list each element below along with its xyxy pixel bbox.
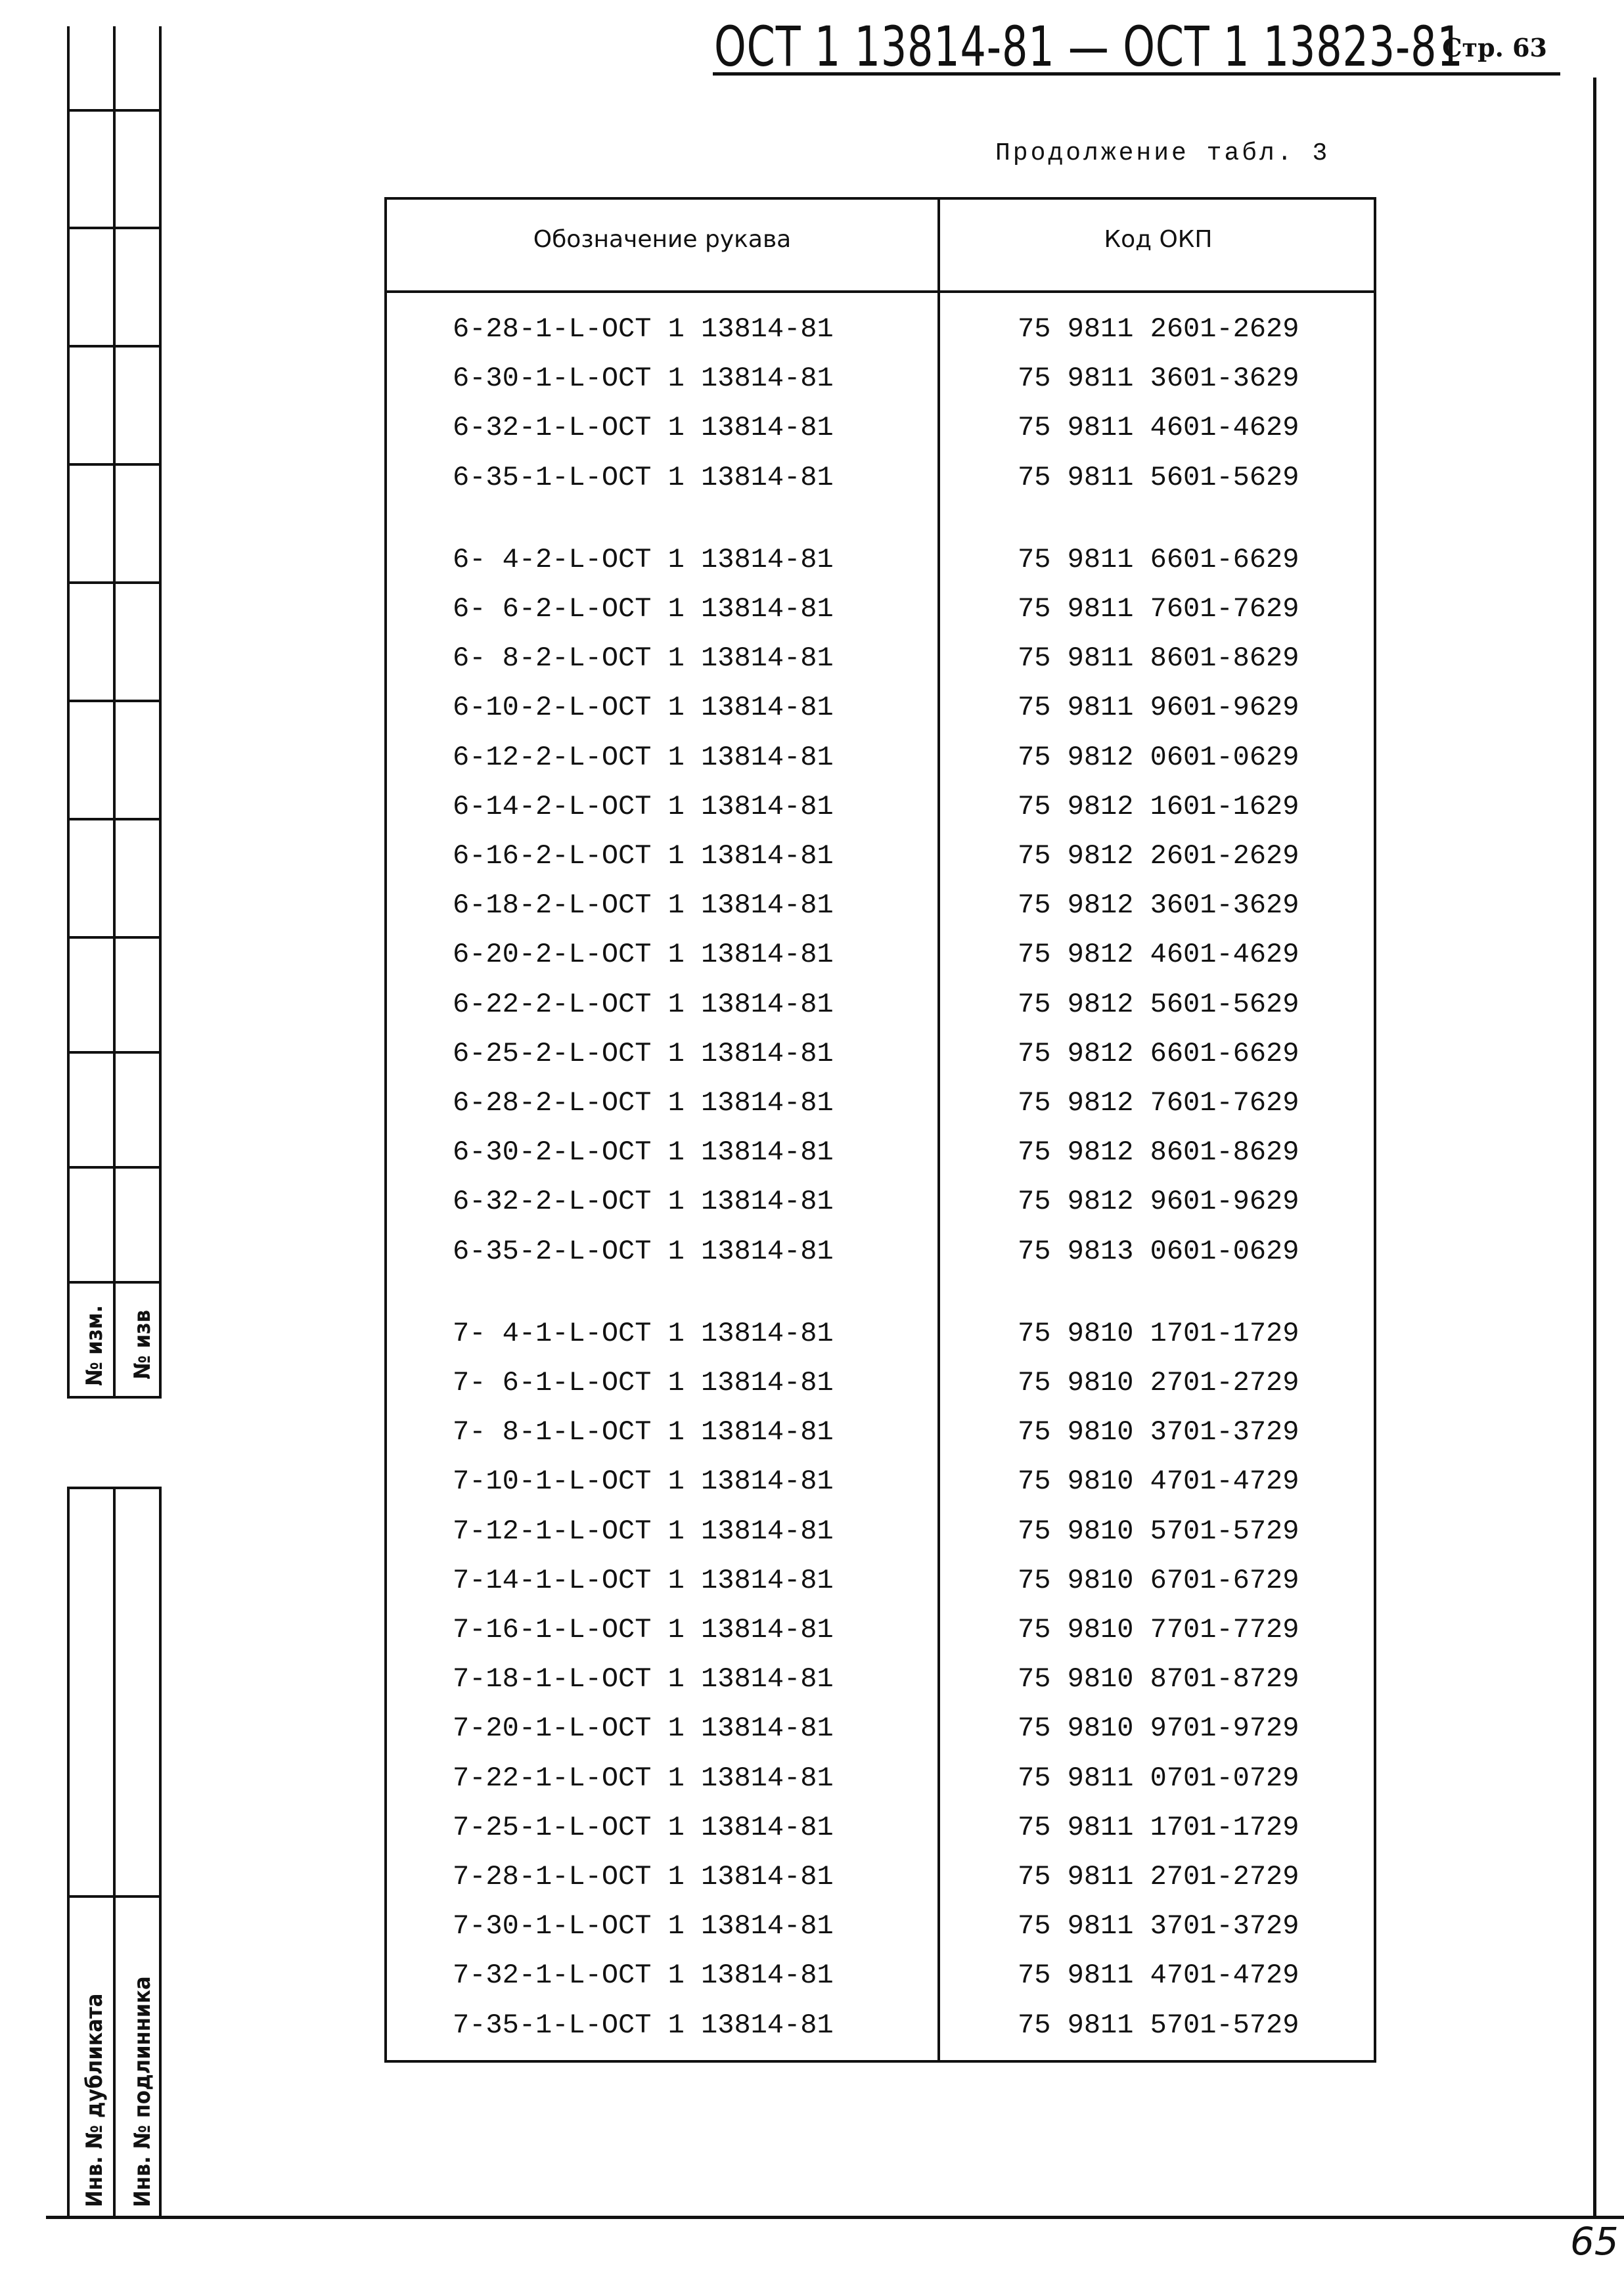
table-row [387, 1408, 1374, 1456]
hose-designation: 7-28-1-L-ОСТ 1 13814-81 [453, 1861, 834, 1893]
hose-designation: 6-14-2-L-ОСТ 1 13814-81 [453, 790, 834, 822]
table-row [387, 1358, 1374, 1407]
okp-code: 75 9810 7701-7729 [1018, 1614, 1299, 1646]
margin-stamp-strip [67, 0, 166, 2217]
okp-code: 75 9812 6601-6629 [1018, 1037, 1299, 1069]
hose-designation: 6-18-2-L-ОСТ 1 13814-81 [453, 889, 834, 922]
table-row [387, 1457, 1374, 1506]
table-row [387, 881, 1374, 930]
okp-code: 75 9812 9601-9629 [1018, 1186, 1299, 1218]
table-row [387, 782, 1374, 831]
okp-code: 75 9812 2601-2629 [1018, 840, 1299, 872]
okp-code: 75 9812 8601-8629 [1018, 1136, 1299, 1169]
hose-designation: 6-20-2-L-ОСТ 1 13814-81 [453, 939, 834, 971]
okp-code: 75 9811 2601-2629 [1018, 313, 1299, 345]
table-row [387, 1177, 1374, 1226]
hose-designation: 6-22-2-L-ОСТ 1 13814-81 [453, 988, 834, 1020]
okp-code: 75 9812 0601-0629 [1018, 741, 1299, 773]
table-row [387, 634, 1374, 683]
hose-designation: 6-28-1-L-ОСТ 1 13814-81 [453, 313, 834, 345]
okp-code: 75 9812 4601-4629 [1018, 939, 1299, 971]
table-row [387, 980, 1374, 1029]
table-row [387, 1852, 1374, 1901]
column-header-okp-code: Код ОКП [1104, 226, 1213, 253]
table-row [387, 2001, 1374, 2050]
hose-designation: 7-12-1-L-ОСТ 1 13814-81 [453, 1515, 834, 1547]
okp-code: 75 9813 0601-0629 [1018, 1235, 1299, 1267]
okp-code: 75 9811 0701-0729 [1018, 1762, 1299, 1794]
okp-code: 75 9811 2701-2729 [1018, 1861, 1299, 1893]
table-row [387, 1556, 1374, 1605]
sheet-number: 65 [1570, 2219, 1619, 2264]
table-row [387, 453, 1374, 502]
okp-code: 75 9811 9601-9629 [1018, 692, 1299, 724]
hose-designation: 6-16-2-L-ОСТ 1 13814-81 [453, 840, 834, 872]
table-row [387, 1605, 1374, 1654]
hose-designation: 7-14-1-L-ОСТ 1 13814-81 [453, 1564, 834, 1596]
okp-code: 75 9810 3701-3729 [1018, 1416, 1299, 1448]
hose-designation: 6-30-1-L-ОСТ 1 13814-81 [453, 363, 834, 395]
okp-code: 75 9812 1601-1629 [1018, 790, 1299, 822]
hose-designation: 6- 4-2-L-ОСТ 1 13814-81 [453, 543, 834, 575]
table-row [387, 683, 1374, 732]
table-row [387, 832, 1374, 880]
hose-designation: 6-35-1-L-ОСТ 1 13814-81 [453, 461, 834, 493]
table-row [387, 585, 1374, 633]
table-row [387, 1227, 1374, 1276]
table-row [387, 535, 1374, 584]
frame-bottom-border [46, 2216, 1624, 2219]
okp-code: 75 9811 4701-4729 [1018, 1960, 1299, 1992]
table-row [387, 354, 1374, 403]
table-row [387, 1951, 1374, 2000]
hose-designation: 7-20-1-L-ОСТ 1 13814-81 [453, 1713, 834, 1745]
okp-code: 75 9811 7601-7629 [1018, 593, 1299, 625]
column-header-designation: Обозначение рукава [533, 226, 792, 253]
document-header [713, 13, 1560, 79]
table-row [387, 733, 1374, 782]
table-row [387, 1754, 1374, 1803]
okp-code: 75 9810 9701-9729 [1018, 1713, 1299, 1745]
table-row [387, 1128, 1374, 1177]
hose-designation: 7-10-1-L-ОСТ 1 13814-81 [453, 1466, 834, 1498]
notice-number-label: № изв [129, 1309, 156, 1380]
okp-code: 75 9811 4601-4629 [1018, 412, 1299, 444]
header-rule [387, 290, 1374, 293]
okp-code: 75 9811 3601-3629 [1018, 363, 1299, 395]
page-number: Стр. 63 [1442, 33, 1547, 62]
hose-designation: 7- 8-1-L-ОСТ 1 13814-81 [453, 1416, 834, 1448]
okp-code: 75 9812 5601-5629 [1018, 988, 1299, 1020]
duplicate-inventory-label: Инв. № дубликата [81, 1993, 108, 2207]
okp-code: 75 9810 2701-2729 [1018, 1367, 1299, 1399]
table-row [387, 1029, 1374, 1078]
hose-designation: 7-30-1-L-ОСТ 1 13814-81 [453, 1910, 834, 1942]
table-row [387, 1704, 1374, 1753]
hose-designation: 7-18-1-L-ОСТ 1 13814-81 [453, 1663, 834, 1695]
hose-designation: 6-30-2-L-ОСТ 1 13814-81 [453, 1136, 834, 1169]
frame-right-border [1593, 78, 1596, 2219]
okp-code: 75 9812 7601-7629 [1018, 1087, 1299, 1119]
hose-designation: 7- 6-1-L-ОСТ 1 13814-81 [453, 1367, 834, 1399]
table-row [387, 930, 1374, 979]
original-inventory-label: Инв. № подлинника [129, 1976, 156, 2207]
okp-code: 75 9811 3701-3729 [1018, 1910, 1299, 1942]
okp-code: 75 9812 3601-3629 [1018, 889, 1299, 922]
change-number-label: № изм. [81, 1305, 108, 1386]
hose-designation: 6-35-2-L-ОСТ 1 13814-81 [453, 1235, 834, 1267]
table-row [387, 305, 1374, 353]
table-row [387, 1902, 1374, 1950]
hose-designation: 6-32-1-L-ОСТ 1 13814-81 [453, 412, 834, 444]
table-row [387, 1507, 1374, 1556]
okp-code: 75 9811 5701-5729 [1018, 2009, 1299, 2041]
hose-designation: 7-16-1-L-ОСТ 1 13814-81 [453, 1614, 834, 1646]
hose-code-table [384, 197, 1376, 2063]
okp-code: 75 9811 8601-8629 [1018, 642, 1299, 675]
hose-designation: 7-22-1-L-ОСТ 1 13814-81 [453, 1762, 834, 1794]
hose-designation: 6-28-2-L-ОСТ 1 13814-81 [453, 1087, 834, 1119]
hose-designation: 6- 6-2-L-ОСТ 1 13814-81 [453, 593, 834, 625]
okp-code: 75 9811 6601-6629 [1018, 543, 1299, 575]
hose-designation: 6- 8-2-L-ОСТ 1 13814-81 [453, 642, 834, 675]
okp-code: 75 9810 6701-6729 [1018, 1564, 1299, 1596]
table-continuation-caption: Продолжение табл. 3 [995, 139, 1330, 168]
table-row [387, 1803, 1374, 1852]
table-row [387, 1079, 1374, 1127]
hose-designation: 6-32-2-L-ОСТ 1 13814-81 [453, 1186, 834, 1218]
hose-designation: 7-35-1-L-ОСТ 1 13814-81 [453, 2009, 834, 2041]
okp-code: 75 9810 5701-5729 [1018, 1515, 1299, 1547]
hose-designation: 7-25-1-L-ОСТ 1 13814-81 [453, 1811, 834, 1843]
okp-code: 75 9810 1701-1729 [1018, 1317, 1299, 1349]
hose-designation: 6-12-2-L-ОСТ 1 13814-81 [453, 741, 834, 773]
okp-code: 75 9810 4701-4729 [1018, 1466, 1299, 1498]
okp-code: 75 9811 5601-5629 [1018, 461, 1299, 493]
table-row [387, 1655, 1374, 1703]
hose-designation: 6-25-2-L-ОСТ 1 13814-81 [453, 1037, 834, 1069]
table-row [387, 1309, 1374, 1358]
table-row [387, 403, 1374, 452]
hose-designation: 7-32-1-L-ОСТ 1 13814-81 [453, 1960, 834, 1992]
hose-designation: 7- 4-1-L-ОСТ 1 13814-81 [453, 1317, 834, 1349]
okp-code: 75 9811 1701-1729 [1018, 1811, 1299, 1843]
okp-code: 75 9810 8701-8729 [1018, 1663, 1299, 1695]
standard-title: ОСТ 1 13814-81 — ОСТ 1 13823-81 [714, 14, 1464, 79]
hose-designation: 6-10-2-L-ОСТ 1 13814-81 [453, 692, 834, 724]
